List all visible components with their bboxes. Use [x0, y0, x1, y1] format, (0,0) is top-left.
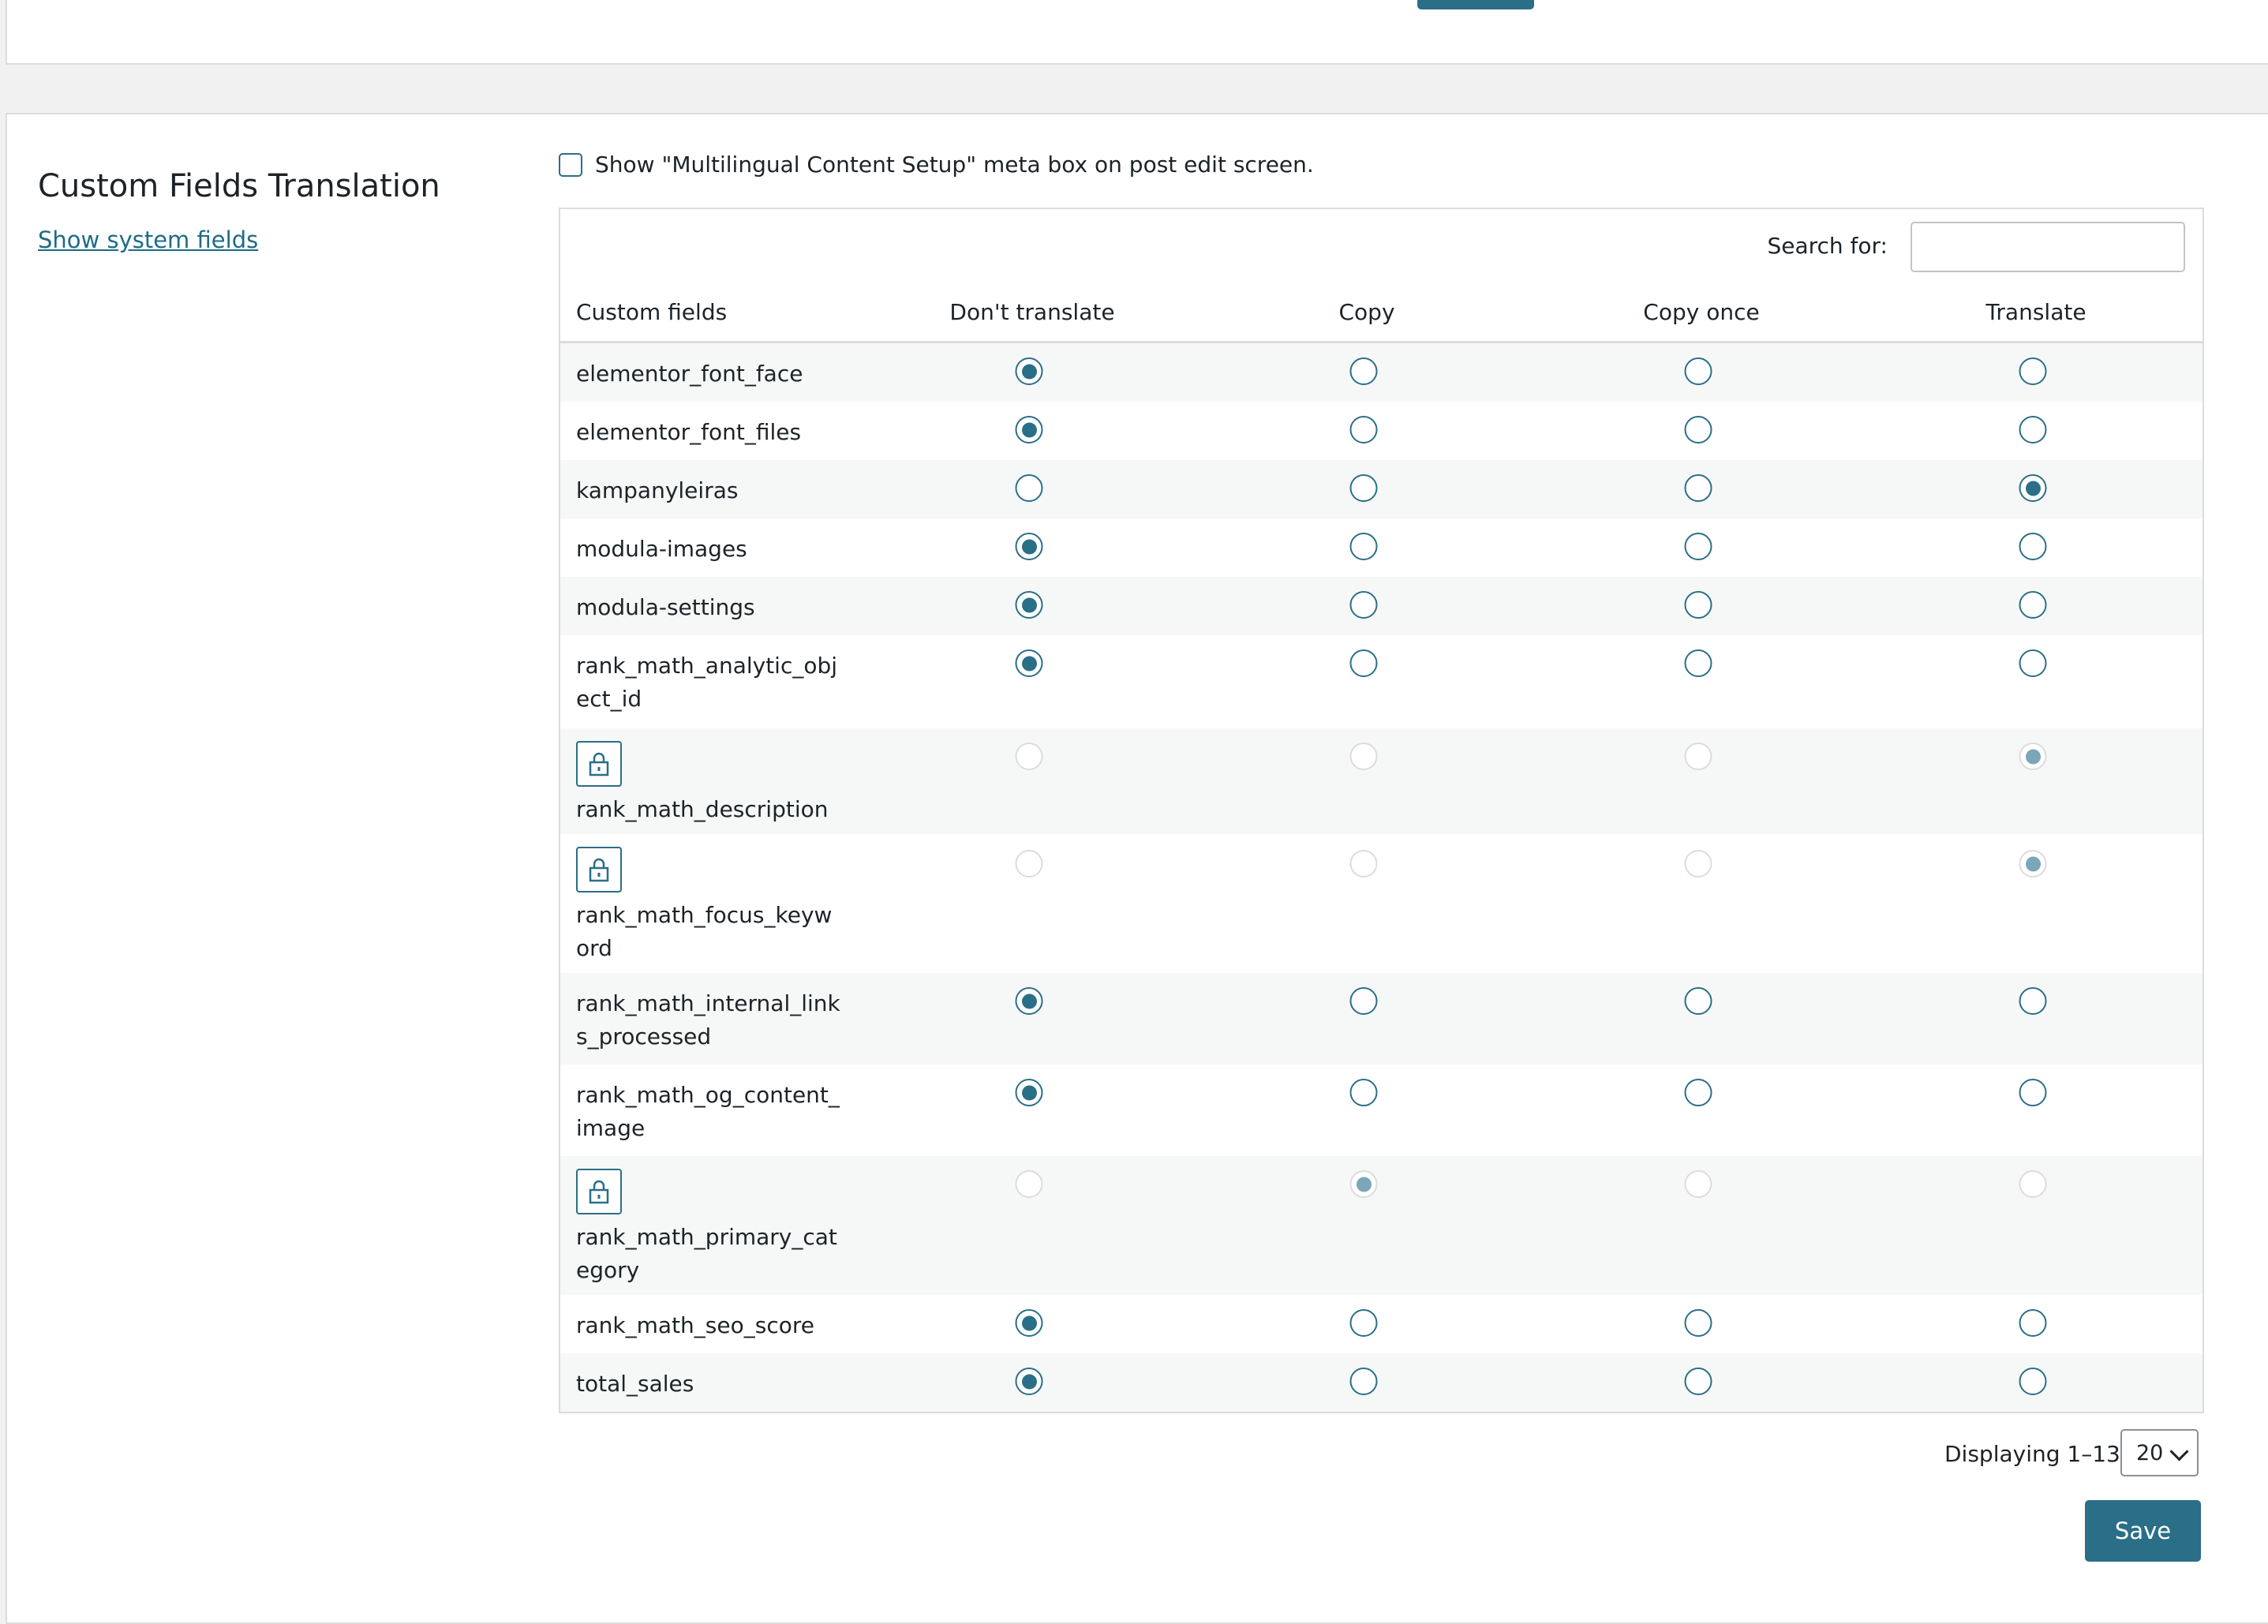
- radio-translate[interactable]: [2019, 591, 2047, 619]
- table-row: [560, 343, 2203, 402]
- radio-copy-once[interactable]: [1685, 591, 1712, 619]
- radio-dont-translate[interactable]: [1016, 474, 1043, 502]
- field-name: rank_math_description: [576, 796, 829, 822]
- radio-dont-translate[interactable]: [1016, 416, 1043, 443]
- table-row: [560, 635, 2203, 728]
- col-copy-once: Copy once: [1643, 299, 1760, 325]
- col-dont-translate: Don't translate: [949, 299, 1115, 325]
- radio-translate[interactable]: [2019, 474, 2047, 502]
- field-name: elementor_font_face: [576, 361, 803, 387]
- radio-dont-translate[interactable]: [1016, 591, 1043, 619]
- radio-translate[interactable]: [2019, 1079, 2047, 1106]
- radio-copy-once: [1685, 850, 1712, 877]
- per-page-select[interactable]: [2120, 1429, 2199, 1476]
- radio-dont-translate[interactable]: [1016, 987, 1043, 1015]
- radio-copy[interactable]: [1350, 533, 1378, 560]
- radio-copy[interactable]: [1350, 1079, 1378, 1106]
- radio-copy: [1350, 743, 1378, 770]
- previous-section-button[interactable]: [1417, 0, 1534, 9]
- show-system-fields-link[interactable]: Show system fields: [38, 226, 259, 253]
- radio-dont-translate: [1016, 850, 1043, 877]
- field-name: rank_math_focus_keyword: [576, 902, 833, 961]
- meta-box-checkbox[interactable]: [559, 153, 582, 177]
- radio-copy: [1350, 1170, 1378, 1198]
- table-row: [560, 518, 2203, 577]
- radio-copy-once[interactable]: [1685, 1309, 1712, 1337]
- lock-icon[interactable]: [576, 847, 622, 892]
- table-row: [560, 728, 2203, 834]
- radio-copy[interactable]: [1350, 987, 1378, 1015]
- radio-copy[interactable]: [1350, 1368, 1378, 1395]
- radio-copy: [1350, 850, 1378, 877]
- field-name: elementor_font_files: [576, 419, 802, 445]
- table-header: [560, 288, 2203, 343]
- table-row: [560, 460, 2203, 518]
- radio-dont-translate[interactable]: [1016, 649, 1043, 677]
- radio-dont-translate[interactable]: [1016, 533, 1043, 560]
- radio-copy[interactable]: [1350, 357, 1378, 385]
- section-title: Custom Fields Translation: [38, 168, 440, 204]
- radio-translate: [2019, 743, 2047, 770]
- table-row: [560, 1295, 2203, 1353]
- table-row: [560, 973, 2203, 1065]
- col-custom-fields: Custom fields: [576, 299, 728, 325]
- radio-copy[interactable]: [1350, 474, 1378, 502]
- search-label: Search for:: [1767, 233, 1888, 259]
- table-row: [560, 1065, 2203, 1156]
- custom-fields-table: [559, 208, 2204, 1413]
- table-row: [560, 834, 2203, 973]
- radio-copy-once[interactable]: [1685, 1368, 1712, 1395]
- meta-box-label: Show "Multilingual Content Setup" meta box on post edit screen.: [595, 152, 1314, 178]
- search-input[interactable]: [1911, 222, 2185, 272]
- radio-copy-once: [1685, 1170, 1712, 1198]
- radio-copy[interactable]: [1350, 1309, 1378, 1337]
- radio-copy-once: [1685, 743, 1712, 770]
- radio-translate[interactable]: [2019, 357, 2047, 385]
- radio-dont-translate: [1016, 743, 1043, 770]
- field-name: modula-settings: [576, 594, 755, 620]
- radio-translate: [2019, 850, 2047, 877]
- radio-copy-once[interactable]: [1685, 416, 1712, 443]
- radio-copy-once[interactable]: [1685, 474, 1712, 502]
- radio-copy[interactable]: [1350, 649, 1378, 677]
- radio-dont-translate[interactable]: [1016, 1309, 1043, 1337]
- field-name: modula-images: [576, 536, 747, 562]
- radio-copy-once[interactable]: [1685, 357, 1712, 385]
- chevron-down-icon: [2169, 1442, 2188, 1461]
- per-page-value: 20: [2136, 1440, 2164, 1465]
- radio-translate[interactable]: [2019, 416, 2047, 443]
- radio-translate[interactable]: [2019, 987, 2047, 1015]
- field-name: rank_math_seo_score: [576, 1312, 814, 1338]
- radio-copy-once[interactable]: [1685, 987, 1712, 1015]
- table-row: [560, 402, 2203, 460]
- radio-copy-once[interactable]: [1685, 649, 1712, 677]
- radio-copy-once[interactable]: [1685, 1079, 1712, 1106]
- radio-copy[interactable]: [1350, 591, 1378, 619]
- radio-translate[interactable]: [2019, 649, 2047, 677]
- pagination-info: Displaying 1–13: [1944, 1441, 2120, 1467]
- table-row: [560, 1353, 2203, 1412]
- field-name: rank_math_internal_links_processed: [576, 990, 840, 1050]
- col-copy: Copy: [1338, 299, 1395, 325]
- field-name: kampanyleiras: [576, 477, 739, 503]
- meta-box-option[interactable]: [559, 152, 1314, 178]
- radio-copy[interactable]: [1350, 416, 1378, 443]
- field-name: rank_math_primary_category: [576, 1224, 837, 1283]
- radio-dont-translate[interactable]: [1016, 1368, 1043, 1395]
- save-button[interactable]: Save: [2085, 1500, 2201, 1562]
- radio-dont-translate: [1016, 1170, 1043, 1198]
- radio-dont-translate[interactable]: [1016, 1079, 1043, 1106]
- lock-icon[interactable]: [576, 741, 622, 787]
- col-translate: Translate: [1985, 299, 2086, 325]
- radio-translate[interactable]: [2019, 533, 2047, 560]
- field-name: rank_math_og_content_image: [576, 1082, 840, 1141]
- field-name: rank_math_analytic_object_id: [576, 653, 838, 712]
- field-name: total_sales: [576, 1371, 694, 1397]
- table-row: [560, 577, 2203, 635]
- previous-section-card: [6, 0, 2268, 65]
- radio-copy-once[interactable]: [1685, 533, 1712, 560]
- radio-dont-translate[interactable]: [1016, 357, 1043, 385]
- radio-translate: [2019, 1170, 2047, 1198]
- radio-translate[interactable]: [2019, 1368, 2047, 1395]
- radio-translate[interactable]: [2019, 1309, 2047, 1337]
- table-row: [560, 1156, 2203, 1295]
- lock-icon[interactable]: [576, 1169, 622, 1214]
